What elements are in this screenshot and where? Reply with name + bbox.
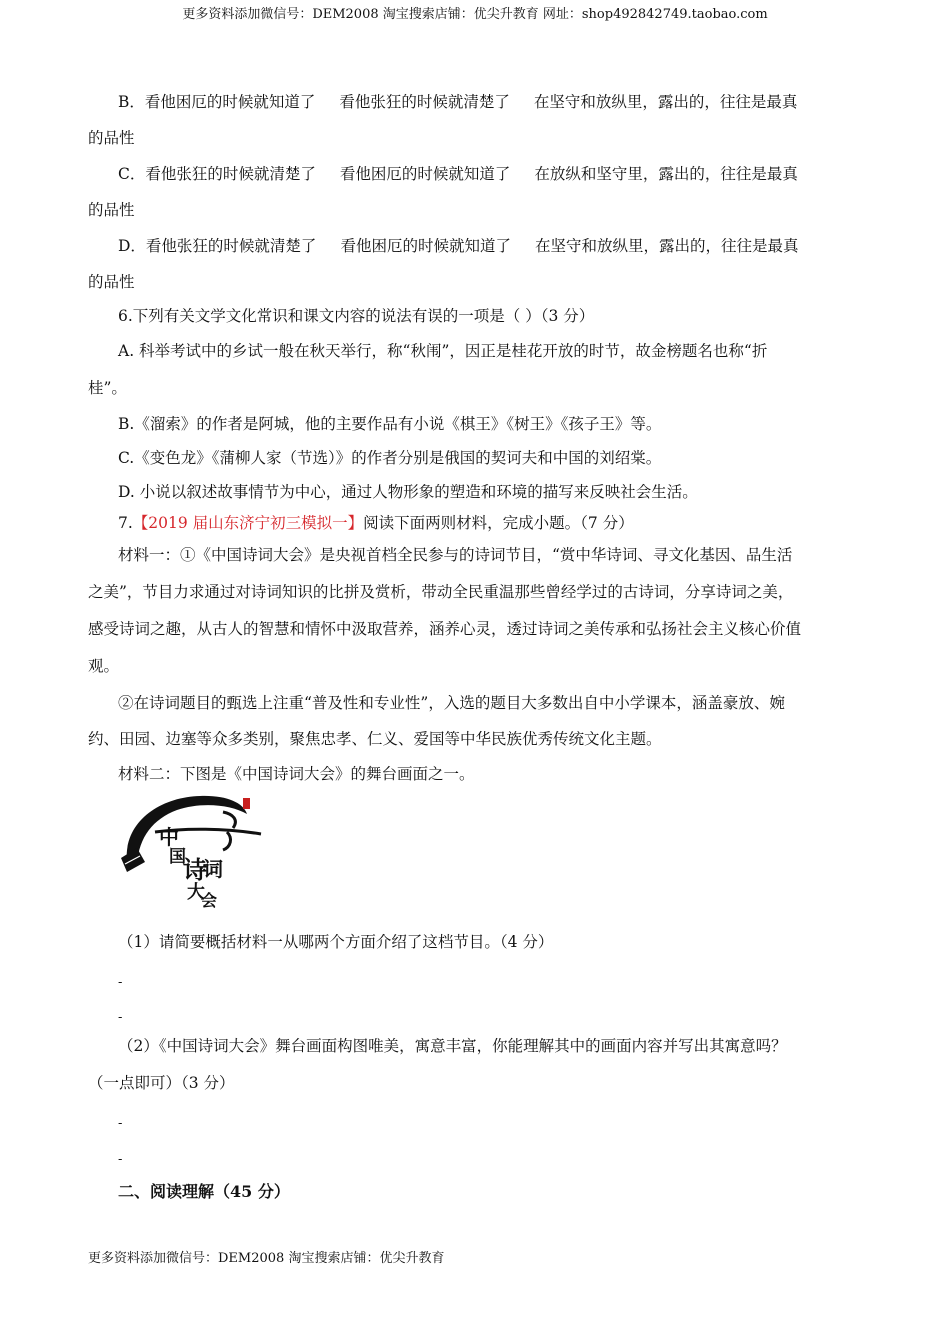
logo-char-6: 会 — [201, 891, 218, 910]
answer-blank[interactable]: - — [118, 1116, 123, 1131]
q6-option-c: C.《变色龙》《蒲柳人家（节选）》的作者分别是俄国的契诃夫和中国的刘绍棠。 — [118, 449, 662, 467]
q7-stem — [118, 513, 634, 533]
q5-option-c-part1: C．看他张狂的时候就清楚了 — [118, 165, 316, 183]
q5-option-c-part3: 在放纵和坚守里，露出的，往往是最真 — [534, 165, 798, 183]
page-footer: 更多资料添加微信号：DEM2008 淘宝搜索店铺：优尖升教育 — [88, 1251, 445, 1266]
logo-char-3: 诗 — [183, 855, 207, 884]
q6-stem: 6.下列有关文学文化常识和课文内容的说法有误的一项是（ ）（3 分） — [118, 307, 595, 325]
logo-char-5: 大 — [187, 882, 205, 903]
q5-option-d-continued: 的品性 — [88, 273, 135, 291]
q6-option-b: B.《溜索》的作者是阿城，他的主要作品有小说《棋王》《树王》《孩子王》等。 — [118, 415, 662, 433]
material-1-line-6: 约、田园、边塞等众多类别，聚焦忠孝、仁义、爱国等中华民族优秀传统文化主题。 — [88, 730, 662, 748]
logo-char-2: 国 — [169, 847, 186, 867]
q6-option-d: D. 小说以叙述故事情节为中心，通过人物形象的塑造和环境的描写来反映社会生活。 — [118, 483, 698, 501]
q5-option-d-part2: 看他困厄的时候就知道了 — [340, 237, 511, 255]
material-2: 材料二：下图是《中国诗词大会》的舞台画面之一。 — [118, 765, 475, 783]
q5-option-b-continued: 的品性 — [88, 129, 135, 147]
q7-stem-text: 阅读下面两则材料，完成小题。（7 分） — [363, 514, 634, 532]
page-header: 更多资料添加微信号：DEM2008 淘宝搜索店铺：优尖升教育 网址：shop492842749.taobao.com — [182, 7, 768, 22]
material-1-line-4: 观。 — [88, 657, 120, 675]
q5-option-c — [118, 164, 798, 184]
q7-source: 【2019 届山东济宁初三模拟一】 — [132, 514, 364, 532]
q5-option-d-part1: D．看他张狂的时候就清楚了 — [118, 237, 317, 255]
logo-char-4: 词 — [203, 857, 223, 881]
logo-char-1: 中 — [159, 825, 179, 849]
q6-option-a: A. 科举考试中的乡试一般在秋天举行，称“秋闱”，因正是桂花开放的时节，故金榜题名也称“折 — [118, 342, 768, 360]
q7-subquestion-2-continued: （一点即可）（3 分） — [88, 1074, 235, 1092]
q5-option-b — [118, 92, 797, 112]
q7-subquestion-2: （2）《中国诗词大会》舞台画面构图唯美，寓意丰富，你能理解其中的画面内容并写出其寓意吗？ — [118, 1037, 787, 1055]
q5-option-b-part3: 在坚守和放纵里，露出的，往往是最真 — [533, 93, 798, 111]
answer-blank[interactable]: - — [118, 1010, 123, 1025]
material-1-line-2: 之美”，节目力求通过对诗词知识的比拼及赏析，带动全民重温那些曾经学过的古诗词，分享诗词之美， — [88, 583, 794, 601]
q5-option-c-part2: 看他困厄的时候就知道了 — [339, 165, 511, 183]
q5-option-d-part3: 在坚守和放纵里，露出的，往往是最真 — [534, 237, 799, 255]
answer-blank[interactable]: - — [118, 1152, 123, 1167]
q7-subquestion-1: （1）请简要概括材料一从哪两个方面介绍了这档节目。（4 分） — [118, 933, 554, 951]
q5-option-b-part2: 看他张狂的时候就清楚了 — [339, 93, 510, 111]
material-1-line-1: 材料一：①《中国诗词大会》是央视首档全民参与的诗词节目，“赏中华诗词、寻文化基因、品生活 — [118, 546, 793, 564]
material-1-line-3: 感受诗词之趣，从古人的智慧和情怀中汲取营养，涵养心灵，透过诗词之美传承和弘扬社会主义核心价值 — [88, 620, 802, 638]
q7-number: 7. — [118, 514, 133, 532]
material-1-line-5: ②在诗词题目的甄选上注重“普及性和专业性”，入选的题目大多数出自中小学课本，涵盖豪放、婉 — [118, 694, 785, 712]
q6-option-a-continued: 桂”。 — [88, 379, 127, 397]
q5-option-d — [118, 236, 798, 256]
section-2-title: 二、阅读理解（45 分） — [118, 1182, 290, 1201]
q5-option-c-continued: 的品性 — [88, 201, 135, 219]
poetry-conference-logo — [115, 792, 265, 910]
answer-blank[interactable]: - — [118, 975, 123, 990]
q5-option-b-part1: B．看他困厄的时候就知道了 — [118, 93, 316, 111]
